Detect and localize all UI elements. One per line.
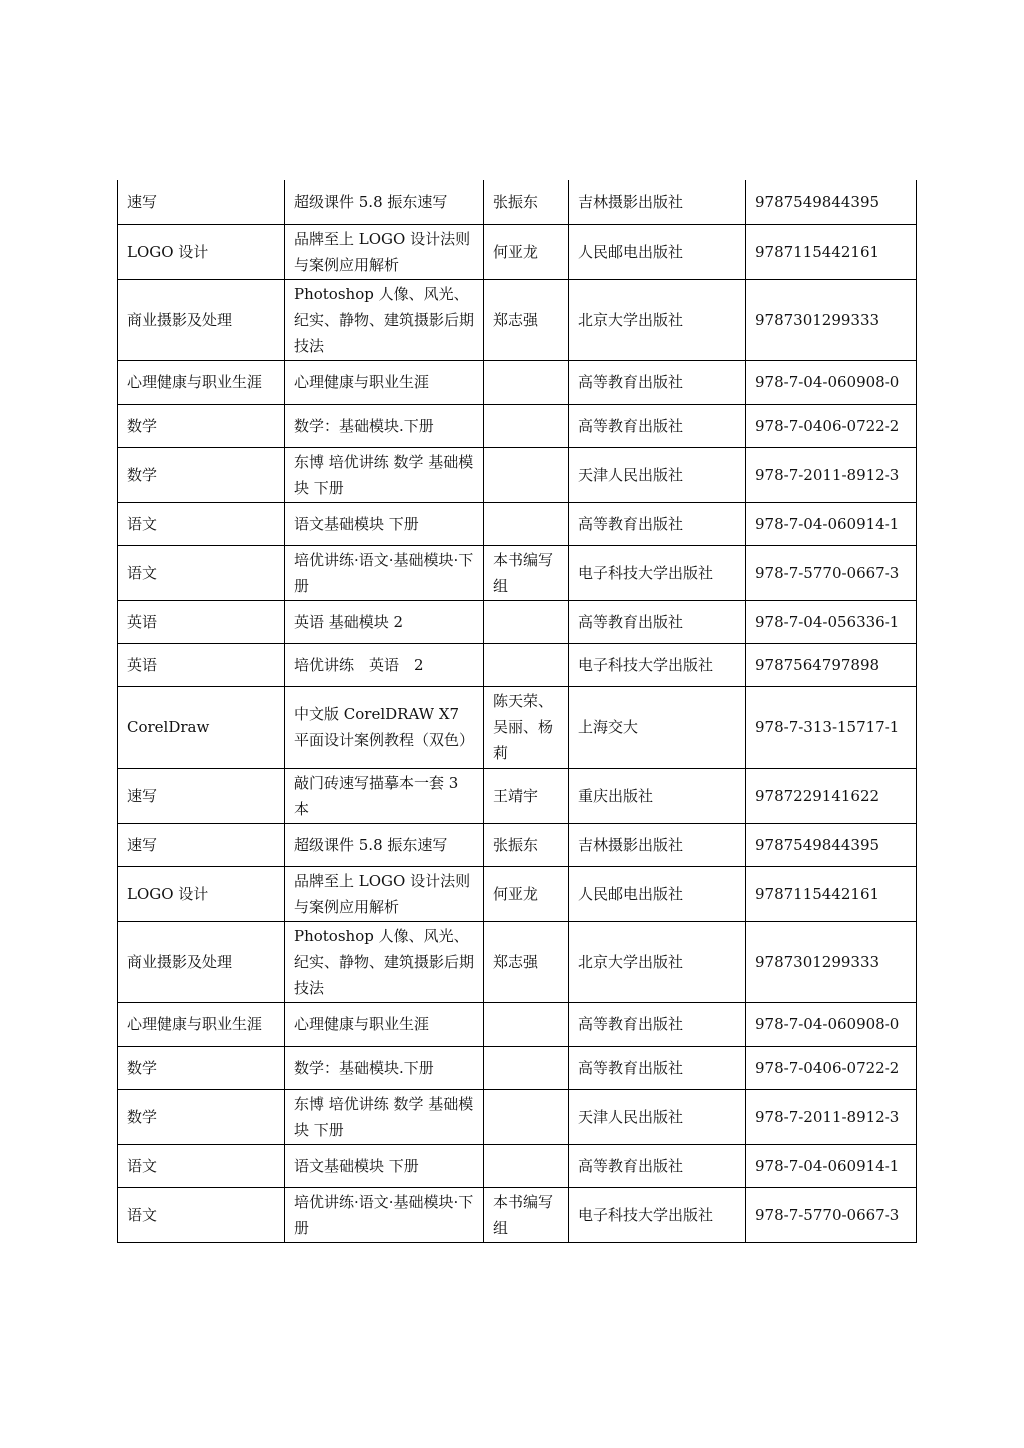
book-title-cell: 数学：基础模块.下册 [285,1046,484,1089]
course-cell: 语文 [118,1187,285,1242]
textbook-table-body [118,180,917,1242]
author-cell: 何亚龙 [484,866,569,921]
table-row [118,686,917,768]
course-cell: LOGO 设计 [118,224,285,279]
publisher-cell: 北京大学出版社 [569,921,746,1002]
book-title-cell: 英语 基础模块 2 [285,600,484,643]
course-cell: 数学 [118,447,285,502]
book-title-cell: 品牌至上 LOGO 设计法则与案例应用解析 [285,866,484,921]
book-title-cell: 超级课件 5.8 振东速写 [285,823,484,866]
book-title-cell: 培优讲练 英语 2 [285,643,484,686]
isbn-cell: 9787301299333 [746,279,917,360]
author-cell [484,447,569,502]
publisher-cell: 高等教育出版社 [569,1144,746,1187]
book-title-cell: 东博 培优讲练 数学 基础模块 下册 [285,447,484,502]
table-row [118,360,917,404]
publisher-cell: 吉林摄影出版社 [569,823,746,866]
course-cell: 语文 [118,502,285,545]
isbn-cell: 978-7-04-060914-1 [746,502,917,545]
publisher-cell: 高等教育出版社 [569,1002,746,1046]
author-cell [484,1089,569,1144]
author-cell: 本书编写组 [484,1187,569,1242]
author-cell [484,1046,569,1089]
book-title-cell: 敲门砖速写描摹本一套 3 本 [285,768,484,823]
publisher-cell: 高等教育出版社 [569,1046,746,1089]
publisher-cell: 电子科技大学出版社 [569,545,746,600]
author-cell: 郑志强 [484,279,569,360]
table-row [118,545,917,600]
isbn-cell: 978-7-04-060908-0 [746,1002,917,1046]
course-cell: 数学 [118,1089,285,1144]
table-row [118,502,917,545]
table-row [118,447,917,502]
course-cell: 心理健康与职业生涯 [118,1002,285,1046]
course-cell: 语文 [118,545,285,600]
table-row [118,1144,917,1187]
isbn-cell: 9787229141622 [746,768,917,823]
isbn-cell: 9787115442161 [746,866,917,921]
publisher-cell: 人民邮电出版社 [569,224,746,279]
book-title-cell: 东博 培优讲练 数学 基础模块 下册 [285,1089,484,1144]
course-cell: 语文 [118,1144,285,1187]
isbn-cell: 978-7-2011-8912-3 [746,447,917,502]
isbn-cell: 9787301299333 [746,921,917,1002]
course-cell: 商业摄影及处理 [118,921,285,1002]
course-cell: 速写 [118,768,285,823]
course-cell: LOGO 设计 [118,866,285,921]
isbn-cell: 978-7-0406-0722-2 [746,1046,917,1089]
publisher-cell: 高等教育出版社 [569,404,746,447]
author-cell [484,404,569,447]
isbn-cell: 978-7-2011-8912-3 [746,1089,917,1144]
isbn-cell: 978-7-313-15717-1 [746,686,917,768]
publisher-cell: 高等教育出版社 [569,600,746,643]
isbn-cell: 978-7-04-056336-1 [746,600,917,643]
author-cell [484,502,569,545]
table-row [118,600,917,643]
author-cell [484,600,569,643]
author-cell: 张振东 [484,180,569,224]
course-cell: 英语 [118,600,285,643]
course-cell: 速写 [118,823,285,866]
course-cell: CorelDraw [118,686,285,768]
course-cell: 速写 [118,180,285,224]
publisher-cell: 电子科技大学出版社 [569,643,746,686]
isbn-cell: 978-7-5770-0667-3 [746,545,917,600]
table-row [118,1089,917,1144]
isbn-cell: 9787549844395 [746,180,917,224]
publisher-cell: 电子科技大学出版社 [569,1187,746,1242]
course-cell: 数学 [118,404,285,447]
book-title-cell: 心理健康与职业生涯 [285,360,484,404]
book-title-cell: 培优讲练·语文·基础模块·下册 [285,1187,484,1242]
publisher-cell: 人民邮电出版社 [569,866,746,921]
table-row [118,823,917,866]
course-cell: 商业摄影及处理 [118,279,285,360]
isbn-cell: 978-7-0406-0722-2 [746,404,917,447]
author-cell [484,360,569,404]
publisher-cell: 高等教育出版社 [569,502,746,545]
book-title-cell: 数学：基础模块.下册 [285,404,484,447]
isbn-cell: 978-7-04-060908-0 [746,360,917,404]
publisher-cell: 天津人民出版社 [569,1089,746,1144]
isbn-cell: 9787115442161 [746,224,917,279]
table-row [118,1187,917,1242]
author-cell: 本书编写组 [484,545,569,600]
course-cell: 心理健康与职业生涯 [118,360,285,404]
publisher-cell: 天津人民出版社 [569,447,746,502]
isbn-cell: 9787549844395 [746,823,917,866]
publisher-cell: 上海交大 [569,686,746,768]
isbn-cell: 9787564797898 [746,643,917,686]
book-title-cell: 语文基础模块 下册 [285,502,484,545]
author-cell: 陈天荣、吴丽、杨莉 [484,686,569,768]
table-row [118,768,917,823]
table-row [118,1046,917,1089]
table-row [118,279,917,360]
book-title-cell: 超级课件 5.8 振东速写 [285,180,484,224]
course-cell: 数学 [118,1046,285,1089]
table-row [118,180,917,224]
isbn-cell: 978-7-5770-0667-3 [746,1187,917,1242]
table-row [118,404,917,447]
author-cell [484,1144,569,1187]
table-row [118,643,917,686]
book-title-cell: 培优讲练·语文·基础模块·下册 [285,545,484,600]
book-title-cell: 中文版 CorelDRAW X7 平面设计案例教程（双色） [285,686,484,768]
table-row [118,1002,917,1046]
table-row [118,866,917,921]
author-cell: 张振东 [484,823,569,866]
book-title-cell: 语文基础模块 下册 [285,1144,484,1187]
author-cell: 王靖宇 [484,768,569,823]
table-row [118,921,917,1002]
author-cell [484,643,569,686]
book-title-cell: 心理健康与职业生涯 [285,1002,484,1046]
publisher-cell: 重庆出版社 [569,768,746,823]
publisher-cell: 北京大学出版社 [569,279,746,360]
publisher-cell: 吉林摄影出版社 [569,180,746,224]
table-row [118,224,917,279]
author-cell: 何亚龙 [484,224,569,279]
publisher-cell: 高等教育出版社 [569,360,746,404]
book-title-cell: Photoshop 人像、风光、纪实、静物、建筑摄影后期技法 [285,279,484,360]
book-title-cell: 品牌至上 LOGO 设计法则与案例应用解析 [285,224,484,279]
author-cell [484,1002,569,1046]
isbn-cell: 978-7-04-060914-1 [746,1144,917,1187]
course-cell: 英语 [118,643,285,686]
author-cell: 郑志强 [484,921,569,1002]
book-title-cell: Photoshop 人像、风光、纪实、静物、建筑摄影后期技法 [285,921,484,1002]
textbook-table [117,180,917,1243]
